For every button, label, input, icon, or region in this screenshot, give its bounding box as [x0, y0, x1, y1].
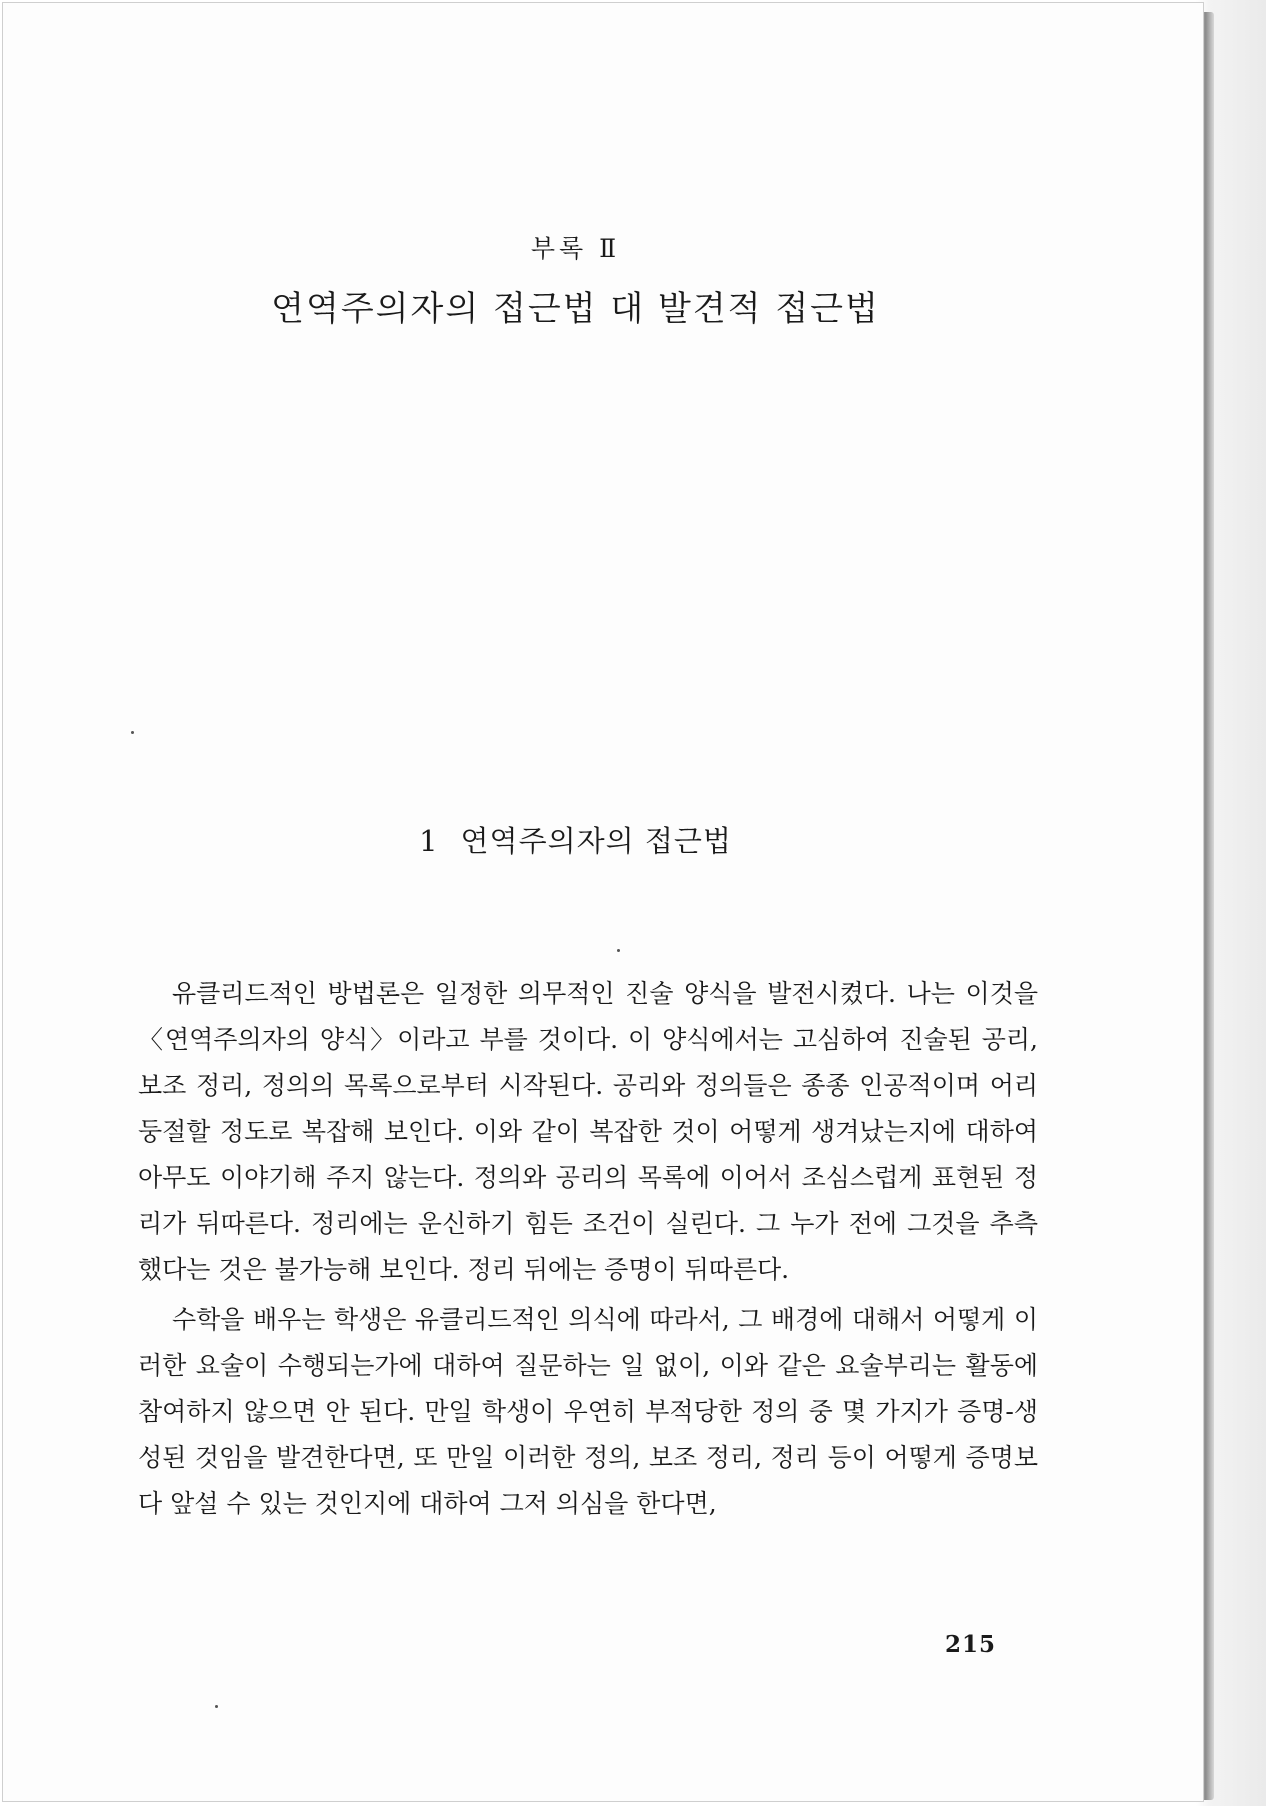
section-heading: [3, 819, 1148, 860]
paragraph: 유클리드적인 방법론은 일정한 의무적인 진술 양식을 발전시켰다. 나는 이것을 〈연역주의자의 양식〉이라고 부를 것이다. 이 양식에서는 고심하여 진술된 공리, 보조 정리, 정의의 목록으로부터 시작된다. 공리와 정의들은 종종 인공적이며 어리둥절할 정도로 복잡해 보인다. 이와 같이 복잡한 것이 어떻게 생겨났는지에 대하여 아무도 이야기해 주지 않는다. 정의와 공리의 목록에 이어서 조심스럽게 표현된 정리가 뒤따른다. 정리에는 운신하기 힘든 조건이 실린다. 그 누가 전에 그것을 추측했다는 것은 불가능해 보인다. 정리 뒤에는 증명이 뒤따른다.: [138, 979, 1038, 1284]
section-title: 연역주의자의 접근법: [460, 824, 732, 858]
scan-speck: [617, 949, 620, 952]
appendix-title: 연역주의자의 접근법 대 발견적 접근법: [271, 289, 880, 329]
book-page: [2, 2, 1204, 1802]
appendix-label: 부록 Ⅱ: [530, 234, 621, 263]
page-number: 215: [945, 1631, 997, 1658]
body-text: [138, 971, 1038, 1531]
scan-speck: [215, 1705, 218, 1708]
scan-speck: [131, 731, 134, 734]
paragraph: 수학을 배우는 학생은 유클리드적인 의식에 따라서, 그 배경에 대해서 어떻게 이러한 요술이 수행되는가에 대하여 질문하는 일 없이, 이와 같은 요술부리는 활동에 참여하지 않으면 안 된다. 만일 학생이 우연히 부적당한 정의 중 몇 가지가 증명-생성된 것임을 발견한다면, 또 만일 이러한 정의, 보조 정리, 정리 등이 어떻게 증명보다 앞설 수 있는 것인지에 대하여 그저 의심을 한다면,: [138, 1305, 1038, 1518]
section-number: 1: [419, 824, 439, 858]
